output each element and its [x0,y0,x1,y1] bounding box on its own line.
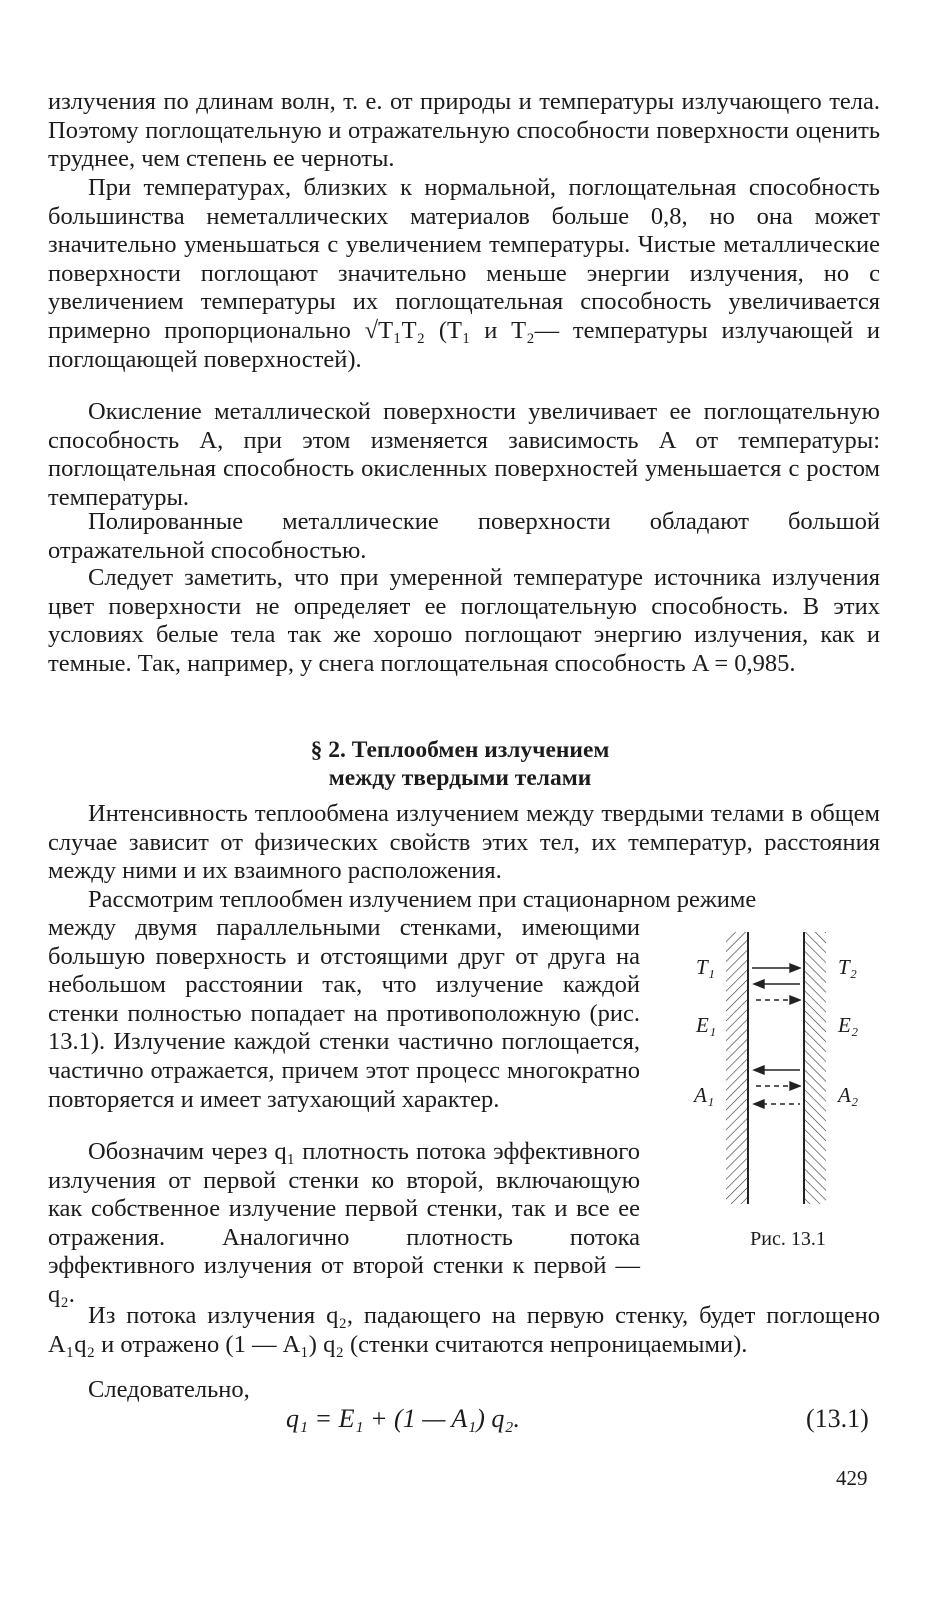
parallel-walls-diagram [676,922,900,1222]
paragraph-therefore: Следовательно, [88,1376,250,1403]
paragraph-nonmetallic-materials: При температурах, близких к нормальной, поглощательная способность большинства неметаллических материалов больше 0,8, но она может значительно уменьшаться с увеличением температуры. Чистые металлические поверхности поглощают значительно меньше энергии излучения, но с увеличением температуры их поглощательная способность увеличивается примерно пропорционально √T₁T₂ (T₁ и T₂— температуры излучающей и поглощающей поверхностей). [48,174,880,373]
paragraph-oxidation: Окисление металлической поверхности увеличивает ее поглощательную способность A, при этом изменяется зависимость A от температуры: поглощательная способность окисленных поверхностей уменьшается с ростом температуры. [48,398,880,511]
section-heading-line1: § 2. Теплообмен излучением [310,737,610,763]
paragraph-consider-lead: Рассмотрим теплообмен излучением при стационарном режиме [88,886,757,913]
figure-caption: Рис. 13.1 [750,1228,826,1250]
paragraph-polished-surfaces: Полированные металлические поверхности обладают большой отражательной способностью. [48,508,880,564]
paragraph-surface-color: Следует заметить, что при умеренной температуре источника излучения цвет поверхности не определяет ее поглощательную способность. В этих условиях белые тела так же хорошо поглощают энергию излучения, как и темные. Так, например, у снега поглощательная способность A = 0,985. [48,564,880,677]
page-number: 429 [836,1466,868,1490]
label-e1: E₁ [696,1013,717,1037]
paragraph-absorbed-reflected: Из потока излучения q₂, падающего на первую стенку, будет поглощено A₁q₂ и отражено (1 — A₁) q₂ (стенки считаются непроницаемыми). [48,1302,880,1358]
radiation-arrows-bottom [754,1066,800,1108]
paragraph-parallel-walls: между двумя параллельными стенками, имеющими большую поверхность и отстоящими друг от друга на небольшом расстоянии так, что излучение каждой стенки полностью попадает на противоположную (рис. 13.1). Излучение каждой стенки частично поглощается, частично отражается, причем этот процесс многократно повторяется и имеет затухающий характер. [48,914,640,1113]
label-t1: T₁ [696,955,715,979]
label-a2: A₂ [838,1083,859,1107]
section-heading-line2: между твердыми телами [328,765,592,791]
left-wall [726,932,748,1204]
paragraph-effective-radiation: Обозначим через q₁ плотность потока эффективного излучения от первой стенки ко второй, включающую как собственное излучение первой стенки, так и все ее отражения. Аналогично плотность потока эффективного излучения от второй стенки к первой — q₂. [48,1138,640,1308]
paragraph-absorptivity-intro: излучения по длинам волн, т. е. от природы и температуры излучающего тела. Поэтому поглощательную и отражательную способности поверхности оценить труднее, чем степень ее черноты. [48,88,880,173]
label-t2: T₂ [838,955,857,979]
figure-13-1 [676,922,900,1262]
paragraph-heat-exchange-intensity: Интенсивность теплообмена излучением между твердыми телами в общем случае зависит от физических свойств этих тел, их температур, расстояния между ними и их взаимного расположения. [48,800,880,885]
label-e2: E₂ [838,1013,859,1037]
section-heading [200,736,720,792]
equation-13-1: q₁ = E₁ + (1 — A₁) q₂. [286,1404,520,1433]
label-a1: A₁ [694,1083,715,1107]
right-wall [804,932,826,1204]
equation-number: (13.1) [806,1404,869,1433]
radiation-arrows-top [752,964,800,1004]
